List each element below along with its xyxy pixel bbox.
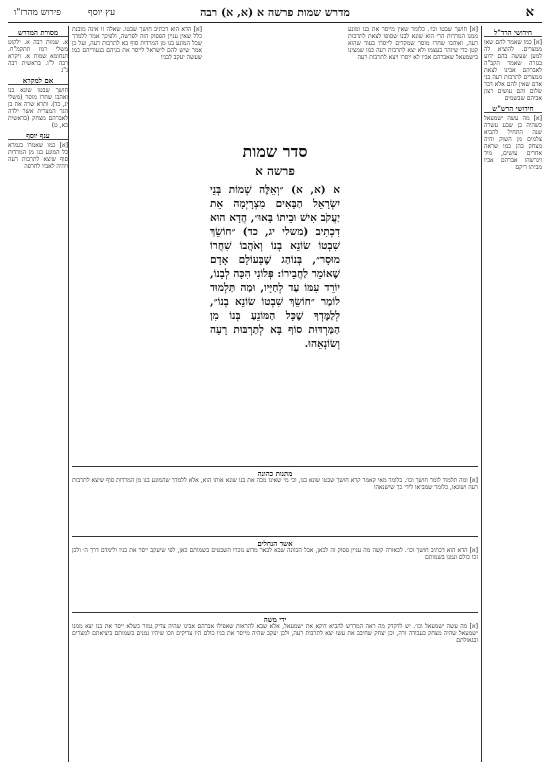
bottom-commentary-1 xyxy=(72,470,478,524)
column-divider xyxy=(481,26,482,762)
commentary-text: [א] חושך שבטו וכו׳. כלומר שאין מייסר את בנו ומונע ממנו המרדות הרי הוא שונא לבנו שסופו לצאת לתרבות רעה, ואוהבו שחרו מוסר שמקדים לייסרו בעוד שהוא קטן כדי שיזהר בעצמו ולא יצא לתרבות רעה כמו שמצינו בישמעאל שאברהם אביו לא ייסרו ויצא לתרבות רעה xyxy=(348,26,478,61)
midrash-text: א (א, א) ״וְאֵלֶּה שְׁמוֹת בְּנֵי יִשְׂרָאֵל הַבָּאִים מִצְרָיְמָה אֵת יַעֲקֹב אִישׁ וּבֵיתוֹ בָּאוּ״, הֲדָא הוּא דִכְתִיב (משלי יג, כד) ״חוֹשֵׂךְ שִׁבְטוֹ שׂוֹנֵא בְנוֹ וְאֹהֲבוֹ שִׁחֲרוֹ מוּסָר״, בְּנוֹהַג שֶׁבָּעוֹלָם אָדָם שֶׁאוֹמֵר לַחֲבֵירוֹ: פְּלוֹנִי הִכָּה לְבָנוֹ, יוֹרֵד עִמּוֹ עַד לְחַיָּיו, וּמַה תַּלְמוּד לוֹמַר ״חוֹשֵׂךְ שִׁבְטוֹ שׂוֹנֵא בְנוֹ״, לְלַמֶּדְךָ שֶׁכָּל הַמּוֹנֵעַ בְּנוֹ מִן הַמַּרְדּוּת סוֹף בָּא לְתַרְבּוּת רָעָה וְשׂוֹנְאֵהוּ. xyxy=(210,184,340,350)
commentary-text: [א] הדא הוא דכתיב חושך שבטו. שאלה זו אינה מובנת כלל שאין עניין הפסוק הזה לפרשה, ולפיכך אמר ללמדך שכל המונע בנו מן המרדות סוף בא לתרבות רעה, ועל כן אמר שיש להם לישראל לייסר את בניהם בנעוריהם כמו שעשה יעקב לבניו xyxy=(72,26,202,61)
commentary-text: [א] הדא הוא דכתיב חושך וכו׳. לכאורה קשה מה עניין פסוק זה לכאן, אבל הכוונה שבא לבאר מדוע נזכרו השבטים בשמותם כאן, לפי שיעקב ייסר את בניו ולימדם דרך ה׳ ולכן זכו כולם ונמנו בשמותם xyxy=(72,547,478,561)
page-header xyxy=(8,6,542,23)
main-text-block xyxy=(210,140,340,440)
column-divider xyxy=(68,26,69,762)
commentary-text: [א] מה עשה ישמעאל כשהיה בן שבע עשרה שנה התחיל להביא צלמים מן השוק והיה מצחק בהן כמו שראה אחרים עושים, מיד ויגרשהו אברהם אביו מביתו ריקם xyxy=(484,115,542,171)
header-commentary-b: עץ יוסף xyxy=(88,8,116,18)
section-heading: ידי משה xyxy=(263,615,287,624)
right-margin-column xyxy=(484,26,542,762)
divider xyxy=(72,466,478,467)
divider xyxy=(72,536,478,537)
header-commentary-a: פירוש מהרז"ו xyxy=(14,8,61,18)
commentary-text: [א] ומה תלמוד לומר חושך וכו׳. כלומר מאי קאמר קרא חושך שבטו שונא בנו, וכי מי שאינו מכה את בנו שונא אותו הוא, אלא ללמדך שהמונע בנו מן המרדות סוף שיצא לתרבות רעה ושונאו, כלומר שמביאו לידי כך שישנאהו xyxy=(72,477,478,491)
inner-left-commentary xyxy=(72,26,202,486)
bottom-commentary-3 xyxy=(72,616,478,756)
section-heading: חידושי הרד"ל xyxy=(484,29,542,37)
section-heading: אשד הנחלים xyxy=(257,539,293,548)
divider xyxy=(72,612,478,613)
commentary-text: חושך שבטו שונא בנו ואהבו שחרו מוסר (משלי יג, כד). ותרא שרה את בן הגר המצרית אשר ילדה לאברהם מצחק (בראשית כא, ט) xyxy=(8,87,68,129)
commentary-text: [א] כמו שאמרו בגמרא כל המונע בנו מן המרדות סוף שיצא לתרבות רעה ויהיה לאביו לחרפה xyxy=(8,142,68,170)
section-heading: חידושי הרש"ש xyxy=(484,105,542,113)
parasha-subtitle: פרשה א xyxy=(255,164,295,178)
page-letter: א xyxy=(525,5,534,20)
commentary-text: [א] מה עשה ישמעאל וכו׳. יש לדקדק מה ראה המדרש להביא דוקא את ישמעאל, אלא שבא להראות שאפילו אברהם אבינו שהיה צדיק גמור כשלא ייסר את בנו יצא ממנו ישמעאל שהיה מצחק בעבודה זרה, וכן יצחק שחיבב את עשו יצא לתרבות רעה, ולכן יעקב שהיה מייסר את בניו כולם היו צדיקים וזכו שיהיו נמנים בשמותם ביציאתם למצרים ובגאולתם xyxy=(72,623,478,644)
running-title: מדרש שמות פרשה א (א, א) רבה xyxy=(200,6,350,19)
section-heading: מסורת המדרש xyxy=(8,29,68,37)
section-heading: אם למקרא xyxy=(8,77,68,85)
bottom-commentary-2 xyxy=(72,540,478,600)
left-margin-column xyxy=(8,26,68,762)
parasha-title: סדר שמות xyxy=(242,142,308,161)
commentary-text: א. שמות רבה א. ילקוט משלי רמז תתקמ"ח. תנחומא שמות א. ויקרא רבה ל"ו. בראשית רבה נ"ג xyxy=(8,39,68,74)
section-heading: ענף יוסף xyxy=(8,132,68,140)
inner-right-commentary xyxy=(348,26,478,486)
commentary-text: [א] כמו שאמר להם שאו ממצרים. להוציא לה למען שעשה בהם ידוע בגזרה שאמר הקב"ה לאברהם אבינו לצאת ממצרים לתרבות רעה בני אדם שאין להם אלא דבר שלום והם עושים רצון אביהם שבשמים xyxy=(484,39,542,102)
section-heading: מתנות כהונה xyxy=(257,469,293,478)
